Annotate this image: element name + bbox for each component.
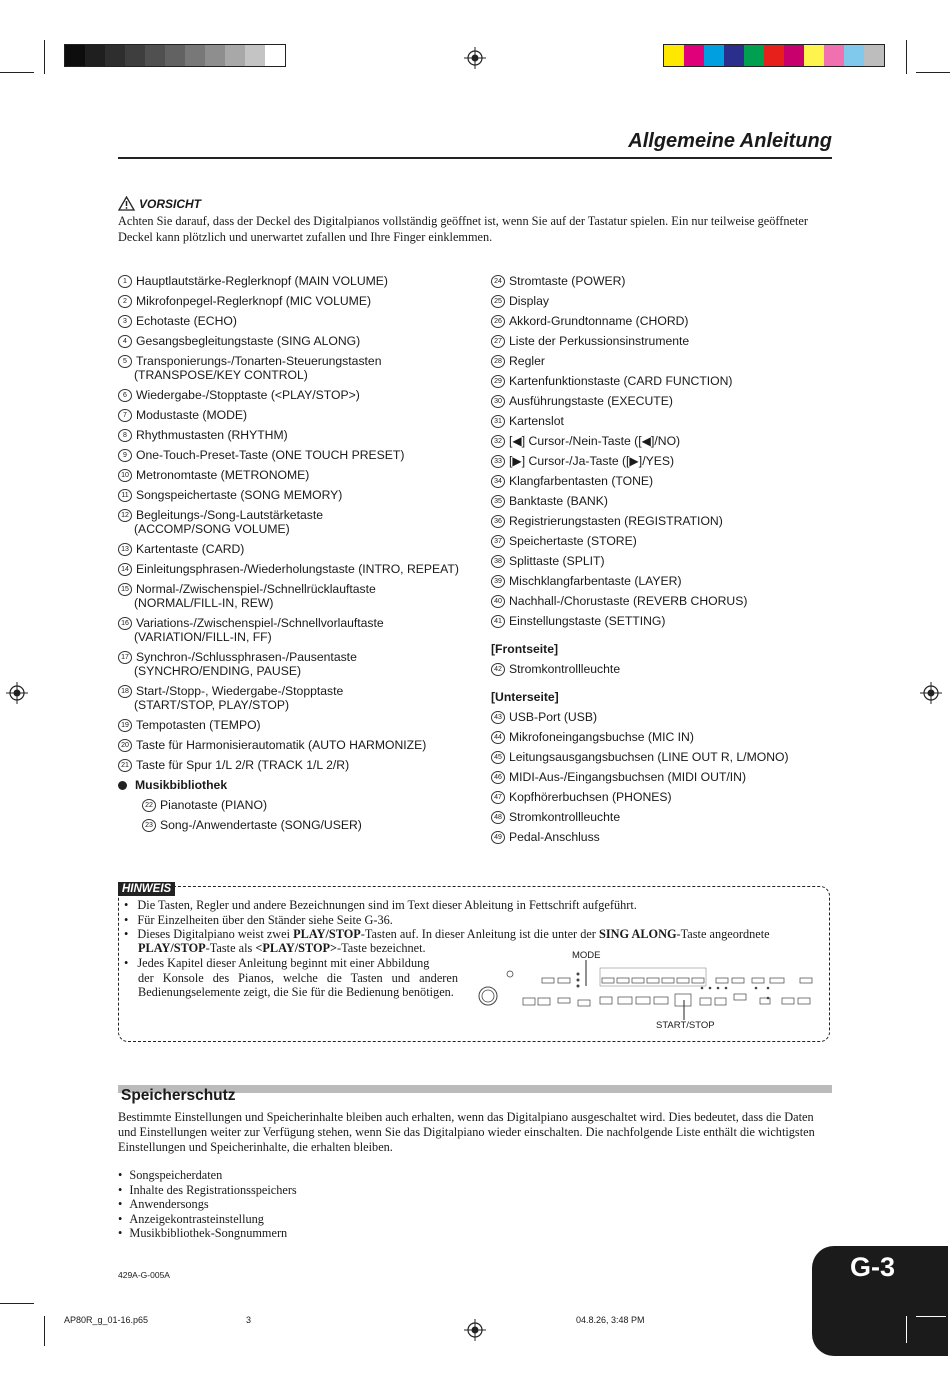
- caution-heading: [118, 196, 201, 211]
- list-item: [118, 508, 323, 536]
- item-number-badge: 40: [491, 595, 505, 608]
- item-number-badge: 9: [118, 449, 132, 462]
- item-number-badge: 32: [491, 435, 505, 448]
- list-item: [118, 488, 342, 502]
- list-item-label: Regler: [509, 354, 545, 368]
- list-item: [118, 294, 371, 308]
- list-item: [118, 334, 360, 348]
- bullet-item: • Songspeicherdaten: [118, 1168, 223, 1182]
- list-item-label: Pianotaste (PIANO): [160, 798, 268, 812]
- list-item-label: Transponierungs-/Tonarten-Steuerungstasten: [136, 354, 382, 368]
- bullet-item: • Anwendersongs: [118, 1197, 209, 1212]
- list-item-label: Kartentaste (CARD): [136, 542, 245, 556]
- list-item-label: Gesangsbegleitungstaste (SING ALONG): [136, 334, 361, 348]
- list-item: [491, 594, 747, 608]
- footer-date: 04.8.26, 3:48 PM: [576, 1315, 645, 1325]
- item-number-badge: 36: [491, 515, 505, 528]
- list-item-label-cont: (SYNCHRO/ENDING, PAUSE): [134, 664, 302, 679]
- list-item-label: Akkord-Grundtonname (CHORD): [509, 314, 689, 328]
- item-number-badge: 14: [118, 563, 132, 576]
- calibration-swatch: [784, 45, 804, 66]
- page-header-title: Allgemeine Anleitung: [628, 130, 832, 152]
- item-number-badge: 46: [491, 771, 505, 784]
- list-item: [118, 718, 261, 732]
- item-number-badge: 28: [491, 355, 505, 368]
- list-item-label: MIDI-Aus-/Eingangsbuchsen (MIDI OUT/IN): [509, 770, 747, 784]
- list-item-label: Rhythmustasten (RHYTHM): [136, 428, 288, 442]
- list-item: [491, 790, 672, 804]
- list-item-label: Registrierungstasten (REGISTRATION): [509, 514, 723, 528]
- item-number-badge: 35: [491, 495, 505, 508]
- calibration-swatch: [245, 45, 265, 66]
- footer-page: 3: [246, 1315, 252, 1325]
- list-item: [491, 334, 689, 348]
- item-number-badge: 18: [118, 685, 132, 698]
- note-bullet-text: Die Tasten, Regler und andere Bezeichnungen sind im Text dieser Ableitung in Fettschrift aufgeführt.: [137, 898, 637, 912]
- list-item-label: Klangfarbentasten (TONE): [509, 474, 654, 488]
- list-item: [142, 798, 267, 812]
- note-bullet-1: • Die Tasten, Regler und andere Bezeichnungen sind im Text dieser Ableitung in Fettschrift aufgeführt.: [124, 898, 637, 912]
- list-item-label: USB-Port (USB): [509, 710, 598, 724]
- mode-label: MODE: [572, 950, 601, 961]
- item-number-badge: 3: [118, 315, 132, 328]
- crop-mark: [916, 1316, 946, 1317]
- item-number-badge: 4: [118, 335, 132, 348]
- note-bullet-text: Dieses Digitalpiano weist zwei: [137, 927, 294, 941]
- subsection-title: Musikbibliothek: [135, 778, 228, 792]
- bullet-item-text: Musikbibliothek-Songnummern: [129, 1226, 288, 1241]
- item-number-badge: 47: [491, 791, 505, 804]
- list-item-label: Begleitungs-/Song-Lautstärketaste: [136, 508, 323, 522]
- calibration-swatch: [704, 45, 724, 66]
- item-number-badge: 45: [491, 751, 505, 764]
- note-bold-term: SING ALONG: [598, 927, 677, 941]
- item-number-badge: 25: [491, 295, 505, 308]
- item-number-badge: 38: [491, 555, 505, 568]
- item-number-badge: 33: [491, 455, 505, 468]
- list-item: [491, 750, 789, 764]
- item-number-badge: 30: [491, 395, 505, 408]
- calibration-swatch: [185, 45, 205, 66]
- calibration-swatch: [844, 45, 864, 66]
- calibration-swatch: [724, 45, 744, 66]
- list-item: [118, 582, 376, 610]
- crop-mark: [0, 1303, 34, 1304]
- note-bullet-text: -Taste bezeichnet.: [337, 941, 426, 955]
- list-item: [118, 562, 459, 576]
- list-item-label: Mikrofoneingangsbuchse (MIC IN): [509, 730, 694, 744]
- note-bullet-3-cont: [138, 941, 426, 956]
- list-item: [491, 514, 723, 528]
- caution-title: VORSICHT: [139, 196, 202, 211]
- note-bullet-4-line3: Bedienungselemente zeigt, die Sie für die Bedienung benötigen.: [138, 985, 454, 999]
- item-number-badge: 34: [491, 475, 505, 488]
- calibration-swatch: [65, 45, 85, 66]
- list-item-label: Stromkontrollleuchte: [509, 810, 621, 824]
- section-body-text: Bestimmte Einstellungen und Speicherinhalte bleiben auch erhalten, wenn das Digitalpiano ausgeschaltet wird. Dies bedeutet, dass die Daten und Einstellungen weiter zur Verfügung stehen, wenn Sie das Digitalpiano wieder einschalten. Die nachfolgende Liste enthält die wichtigsten Einstellungen und Speicherinhalte, die erhalten bleiben.: [118, 1110, 815, 1154]
- list-item-label-cont: (ACCOMP/SONG VOLUME): [134, 522, 290, 537]
- item-number-badge: 37: [491, 535, 505, 548]
- crop-mark: [906, 1316, 907, 1343]
- registration-mark-icon: [464, 47, 486, 69]
- item-number-badge: 31: [491, 415, 505, 428]
- subsection-heading: [Unterseite]: [491, 690, 559, 704]
- list-item-label: Einstellungstaste (SETTING): [509, 614, 666, 628]
- footer-file: AP80R_g_01-16.p65: [64, 1315, 149, 1325]
- calibration-swatch: [864, 45, 884, 66]
- bullet-item: • Musikbibliothek-Songnummern: [118, 1226, 288, 1241]
- calibration-swatch: [225, 45, 245, 66]
- item-number-badge: 29: [491, 375, 505, 388]
- item-number-badge: 7: [118, 409, 132, 422]
- list-item-label-cont: (NORMAL/FILL-IN, REW): [134, 596, 274, 611]
- list-item-label: Song-/Anwendertaste (SONG/USER): [160, 818, 362, 832]
- list-item: [491, 414, 564, 428]
- note-bullet-text: -Tasten auf. In dieser Anleitung ist die unter der: [360, 927, 599, 941]
- color-calibration-bar: [663, 44, 885, 67]
- list-item: [491, 294, 549, 308]
- list-item-label: Mischklangfarbentaste (LAYER): [509, 574, 682, 588]
- note-bullet-text: -Taste als: [205, 941, 256, 955]
- crop-mark: [44, 40, 45, 74]
- item-number-badge: 10: [118, 469, 132, 482]
- list-item-label: Normal-/Zwischenspiel-/Schnellrücklauftaste: [136, 582, 376, 596]
- calibration-swatch: [145, 45, 165, 66]
- list-item: [118, 274, 388, 288]
- list-item-label: Kartenslot: [509, 414, 564, 428]
- calibration-swatch: [165, 45, 185, 66]
- item-number-badge: 15: [118, 583, 132, 596]
- bullet-item-text: Anwendersongs: [129, 1197, 209, 1212]
- calibration-swatch: [265, 45, 285, 66]
- registration-mark-icon: [920, 682, 942, 704]
- list-item: [491, 614, 665, 628]
- list-item-label: Tempotasten (TEMPO): [136, 718, 261, 732]
- note-bold-term: PLAY/STOP: [293, 927, 361, 941]
- registration-mark-icon: [6, 682, 28, 704]
- list-item: [491, 354, 545, 368]
- list-item-label-cont: (VARIATION/FILL-IN, FF): [134, 630, 272, 645]
- list-item: [142, 818, 362, 832]
- calibration-swatch: [744, 45, 764, 66]
- list-item-label: Metronomtaste (METRONOME): [136, 468, 310, 482]
- item-number-badge: 19: [118, 719, 132, 732]
- list-item-label: Leitungsausgangsbuchsen (LINE OUT R, L/MONO): [509, 750, 789, 764]
- list-item-label: Taste für Spur 1/L 2/R (TRACK 1/L 2/R): [136, 758, 350, 772]
- item-number-badge: 22: [142, 799, 156, 812]
- piano-console-illustration: [470, 958, 818, 1020]
- list-item: [491, 454, 674, 468]
- list-item-label: Songspeichertaste (SONG MEMORY): [136, 488, 343, 502]
- bullet-item-text: Anzeigekontrasteinstellung: [129, 1211, 264, 1226]
- list-item: [491, 434, 680, 448]
- item-number-badge: 41: [491, 615, 505, 628]
- list-item: [491, 394, 673, 408]
- crop-mark: [916, 72, 950, 73]
- list-item-label: Kopfhörerbuchsen (PHONES): [509, 790, 672, 804]
- list-item: [118, 388, 360, 402]
- item-number-badge: 23: [142, 819, 156, 832]
- item-number-badge: 5: [118, 355, 132, 368]
- calibration-swatch: [205, 45, 225, 66]
- calibration-swatch: [764, 45, 784, 66]
- list-item: [491, 710, 597, 724]
- list-item-label: Liste der Perkussionsinstrumente: [509, 334, 690, 348]
- list-item: [118, 684, 343, 712]
- note-bullet-4: • Jedes Kapitel dieser Anleitung beginnt mit einer Abbildung: [124, 956, 430, 970]
- header-rule: [118, 157, 832, 159]
- list-item: [118, 428, 288, 442]
- item-number-badge: 42: [491, 663, 505, 676]
- list-item: [118, 758, 349, 772]
- note-bullet-4-line2: der Konsole des Pianos, welche die Tasten und anderen: [138, 971, 458, 985]
- list-item-label: Wiedergabe-/Stopptaste (<PLAY/STOP>): [136, 388, 360, 402]
- note-bullet-3: • Dieses Digitalpiano weist zwei PLAY/STOP-Tasten auf. In dieser Anleitung ist die unter der SING ALONG-Taste angeordnete: [124, 927, 770, 941]
- item-number-badge: 11: [118, 489, 132, 502]
- list-item: [491, 662, 620, 676]
- calibration-swatch: [824, 45, 844, 66]
- list-item-label: Taste für Harmonisierautomatik (AUTO HARMONIZE): [136, 738, 427, 752]
- list-item-label-cont: (TRANSPOSE/KEY CONTROL): [134, 368, 308, 383]
- list-item-label-cont: (START/STOP, PLAY/STOP): [134, 698, 290, 713]
- list-item-label: [◀] Cursor-/Nein-Taste ([◀]/NO): [509, 434, 681, 448]
- list-item: [118, 468, 309, 482]
- note-label: HINWEIS: [118, 882, 175, 896]
- bullet-item-text: Inhalte des Registrationsspeichers: [129, 1182, 297, 1197]
- item-number-badge: 1: [118, 275, 132, 288]
- calibration-swatch: [684, 45, 704, 66]
- calibration-swatch: [85, 45, 105, 66]
- bullet-item: • Anzeigekontrasteinstellung: [118, 1211, 264, 1226]
- item-number-badge: 27: [491, 335, 505, 348]
- item-number-badge: 16: [118, 617, 132, 630]
- list-item: [491, 554, 605, 568]
- crop-mark: [906, 40, 907, 74]
- list-item-label: Stromkontrollleuchte: [509, 662, 621, 676]
- list-item-label: Synchron-/Schlussphrasen-/Pausentaste: [136, 650, 357, 664]
- list-item: [118, 616, 384, 644]
- list-item-label: Stromtaste (POWER): [509, 274, 626, 288]
- start-stop-label: START/STOP: [656, 1020, 715, 1031]
- list-item: [118, 448, 404, 462]
- item-number-badge: 6: [118, 389, 132, 402]
- list-item-label: Nachhall-/Chorustaste (REVERB CHORUS): [509, 594, 748, 608]
- item-number-badge: 48: [491, 811, 505, 824]
- list-item: [491, 274, 625, 288]
- calibration-swatch: [125, 45, 145, 66]
- list-item: [491, 830, 600, 844]
- list-item-label: Echotaste (ECHO): [136, 314, 237, 328]
- note-bullet-text: Jedes Kapitel dieser Anleitung beginnt mit einer Abbildung: [137, 956, 430, 970]
- list-item: [491, 770, 746, 784]
- list-item: [118, 738, 426, 752]
- warning-triangle-icon: [118, 196, 135, 211]
- list-item-label: Display: [509, 294, 549, 308]
- item-number-badge: 2: [118, 295, 132, 308]
- calibration-swatch: [804, 45, 824, 66]
- note-bullet-text: -Taste angeordnete: [676, 927, 770, 941]
- list-item-label: Variations-/Zwischenspiel-/Schnellvorlauftaste: [136, 616, 384, 630]
- list-item-label: Speichertaste (STORE): [509, 534, 637, 548]
- bullet-item: • Inhalte des Registrationsspeichers: [118, 1182, 297, 1197]
- list-item: [491, 374, 733, 388]
- list-item: [491, 314, 688, 328]
- crop-mark: [44, 1316, 45, 1346]
- list-item: [118, 542, 244, 556]
- item-number-badge: 43: [491, 711, 505, 724]
- list-item-label: Splittaste (SPLIT): [509, 554, 605, 568]
- item-number-badge: 49: [491, 831, 505, 844]
- item-number-badge: 20: [118, 739, 132, 752]
- item-number-badge: 39: [491, 575, 505, 588]
- item-number-badge: 8: [118, 429, 132, 442]
- item-number-badge: 13: [118, 543, 132, 556]
- list-item: [491, 574, 682, 588]
- section-title: Speicherschutz: [121, 1087, 236, 1104]
- grayscale-calibration-bar: [64, 44, 286, 67]
- note-bold-term: <PLAY/STOP>: [255, 941, 338, 955]
- subsection-heading: [Frontseite]: [491, 642, 559, 656]
- list-item-label: Pedal-Anschluss: [509, 830, 600, 844]
- list-item-label: Kartenfunktionstaste (CARD FUNCTION): [509, 374, 733, 388]
- list-item: [491, 474, 653, 488]
- note-bullet-2: • Für Einzelheiten über den Ständer siehe Seite G-36.: [124, 913, 393, 927]
- note-bullet-text: Für Einzelheiten über den Ständer siehe Seite G-36.: [137, 913, 393, 927]
- calibration-swatch: [664, 45, 684, 66]
- list-item: [118, 314, 237, 328]
- list-item: [118, 408, 247, 422]
- document-code: 429A-G-005A: [118, 1270, 170, 1280]
- page-tab-label: G-3: [850, 1252, 896, 1282]
- bullet-dot-icon: [118, 781, 127, 790]
- item-number-badge: 21: [118, 759, 132, 772]
- note-bold-term: PLAY/STOP: [138, 941, 206, 955]
- list-item-label: Modustaste (MODE): [136, 408, 248, 422]
- item-number-badge: 17: [118, 651, 132, 664]
- list-item-label: Hauptlautstärke-Reglerknopf (MAIN VOLUME): [136, 274, 388, 288]
- list-item-label: Mikrofonpegel-Reglerknopf (MIC VOLUME): [136, 294, 372, 308]
- item-number-badge: 24: [491, 275, 505, 288]
- item-number-badge: 44: [491, 731, 505, 744]
- list-item: [491, 534, 637, 548]
- list-item-label: Ausführungstaste (EXECUTE): [509, 394, 673, 408]
- list-item: [118, 354, 381, 382]
- list-item-label: Banktaste (BANK): [509, 494, 608, 508]
- calibration-swatch: [105, 45, 125, 66]
- list-item-label: One-Touch-Preset-Taste (ONE TOUCH PRESET): [136, 448, 405, 462]
- list-item: [491, 810, 620, 824]
- registration-mark-icon: [464, 1319, 486, 1341]
- caution-text: Achten Sie darauf, dass der Deckel des Digitalpianos vollständig geöffnet ist, wenn Sie auf der Tastatur spielen. Ein nur teilweise geöffneter Deckel kann plötzlich und unerwartet zufallen und Ihre Finger einklemmen.: [118, 214, 808, 244]
- list-item-label: Start-/Stopp-, Wiedergabe-/Stopptaste: [136, 684, 344, 698]
- list-item: [118, 650, 357, 678]
- bullet-item-text: Songspeicherdaten: [129, 1168, 223, 1182]
- item-number-badge: 26: [491, 315, 505, 328]
- list-item: [491, 730, 694, 744]
- list-item-label: Einleitungsphrasen-/Wiederholungstaste (INTRO, REPEAT): [136, 562, 459, 576]
- subsection-heading: [118, 778, 227, 792]
- list-item-label: [▶] Cursor-/Ja-Taste ([▶]/YES): [509, 454, 675, 468]
- item-number-badge: 12: [118, 509, 132, 522]
- crop-mark: [0, 72, 34, 73]
- list-item: [491, 494, 608, 508]
